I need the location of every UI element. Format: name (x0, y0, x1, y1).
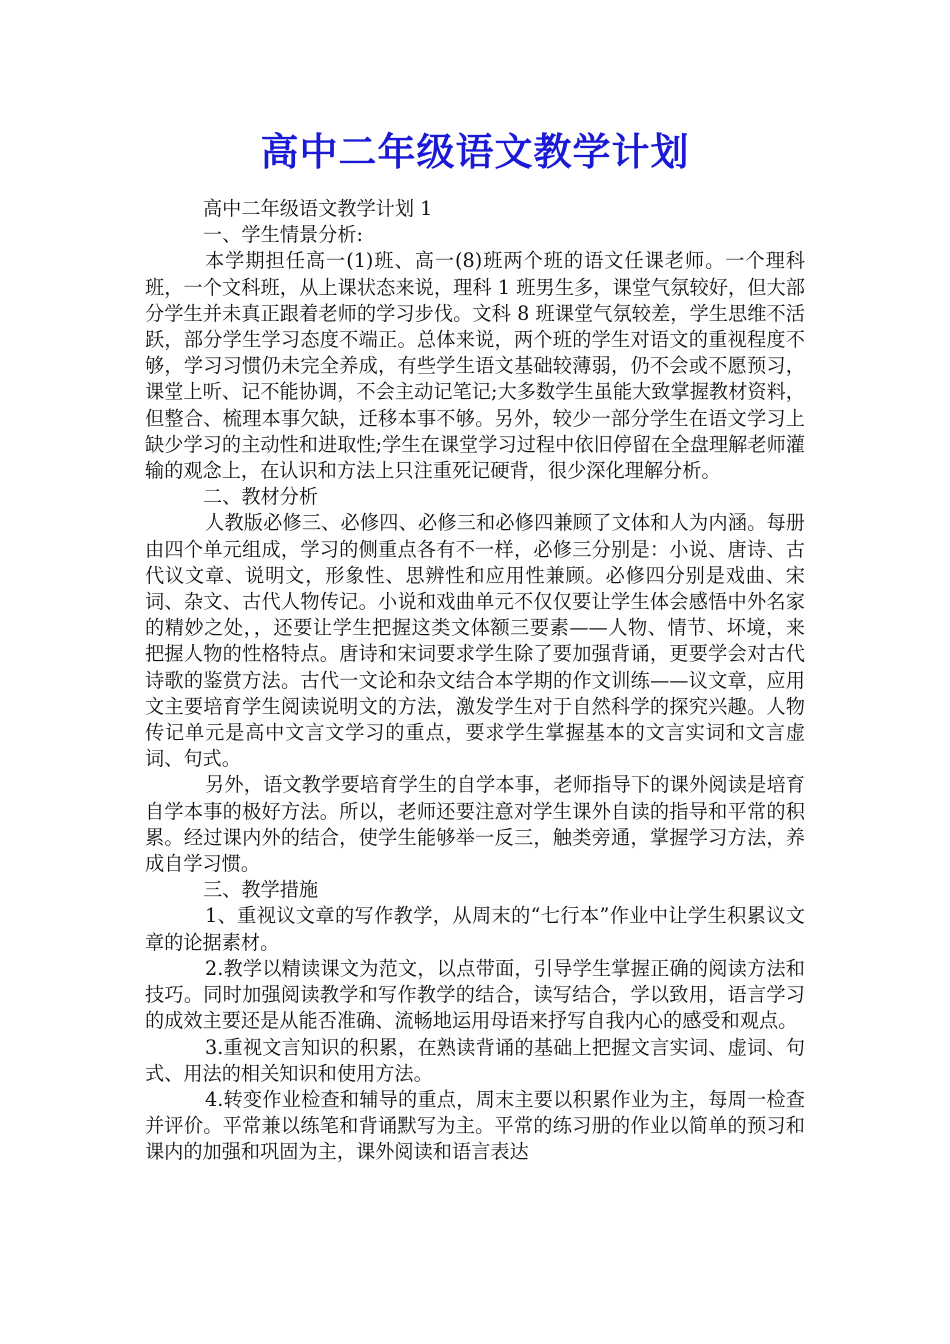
body-paragraph: 另外，语文教学要培育学生的自学本事，老师指导下的课外阅读是培育自学本事的极好方法。所以，老师还要注意对学生课外自读的指导和平常的积累。经过课内外的结合，使学生能够举一反三，触类旁通，掌握学习方法，养成自学习惯。 (145, 773, 805, 876)
body-paragraph: 2.教学以精读课文为范文，以点带面，引导学生掌握正确的阅读方法和技巧。同时加强阅读教学和写作教学的结合，读写结合，学以致用，语言学习的成效主要还是从能否准确、流畅地运用母语来抒写自我内心的感受和观点。 (145, 956, 805, 1033)
body-paragraph: 本学期担任高一(1)班、高一(8)班两个班的语文任课老师。一个理科班，一个文科班，从上课状态来说，理科 1 班男生多，课堂气氛较好，但大部分学生并未真正跟着老师的学习步伐。文科 8 班课堂气氛较差，学生思维不活跃，部分学生学习态度不端正。总体来说，两个班的学生对语文的重视程度不够，学习习惯仍未完全养成，有些学生语文基础较薄弱，仍不会或不愿预习，课堂上听、记不能协调，不会主动记笔记;大多数学生虽能大致掌握教材资料，但整合、梳理本事欠缺，迁移本事不够。另外，较少一部分学生在语文学习上缺少学习的主动性和进取性;学生在课堂学习过程中依旧停留在全盘理解老师灌输的观念上，在认识和方法上只注重死记硬背，很少深化理解分析。 (145, 249, 805, 483)
section-heading: 三、教学措施 (203, 878, 319, 902)
section-heading: 二、教材分析 (203, 485, 319, 509)
section-heading: 高中二年级语文教学计划 1 (203, 197, 433, 220)
body-paragraph: 人教版必修三、必修四、必修三和必修四兼顾了文体和人为内涵。每册由四个单元组成，学习的侧重点各有不一样，必修三分别是：小说、唐诗、古代议文章、说明文，形象性、思辨性和应用性兼顾。必修四分别是戏曲、宋词、杂文、古代人物传记。小说和戏曲单元不仅仅要让学生体会感悟中外名家的精妙之处，，还要让学生把握这类文体额三要素——人物、情节、坏境，来把握人物的性格特点。唐诗和宋词要求学生除了要加强背诵，更要学会对古代诗歌的鉴赏方法。古代一文论和杂文结合本学期的作文训练——议文章，应用文主要培育学生阅读说明文的方法，激发学生对于自然科学的探究兴趣。人物传记单元是高中文言文学习的重点，要求学生掌握基本的文言实词和文言虚词、句式。 (145, 511, 805, 771)
body-paragraph: 3.重视文言知识的积累，在熟读背诵的基础上把握文言实词、虚词、句式、用法的相关知识和使用方法。 (145, 1035, 805, 1085)
document-body (145, 196, 805, 1166)
section-heading: 一、学生情景分析: (203, 223, 363, 247)
body-paragraph: 1、重视议文章的写作教学，从周末的“七行本”作业中让学生积累议文章的论据素材。 (145, 904, 805, 954)
document-title: 高中二年级语文教学计划 (260, 129, 690, 174)
body-paragraph: 4.转变作业检查和辅导的重点，周末主要以积累作业为主，每周一检查并评价。平常兼以练笔和背诵默写为主。平常的练习册的作业以简单的预习和课内的加强和巩固为主，课外阅读和语言表达 (145, 1087, 805, 1164)
